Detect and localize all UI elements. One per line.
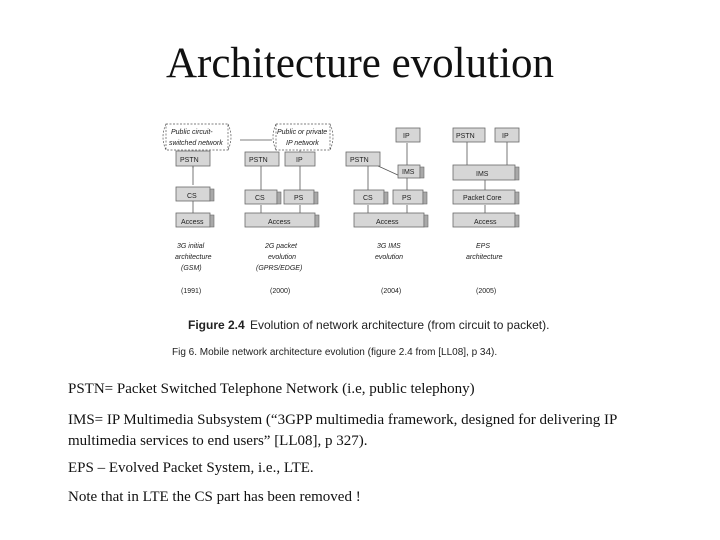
svg-text:IMS: IMS [402,169,415,176]
box-access-1 [176,213,214,227]
bubble-ip-network [273,124,333,150]
caption-1-line1: 3G initial [177,243,205,250]
box-pstn-1 [176,151,210,166]
svg-text:Access: Access [376,219,399,226]
caption-1-line2: architecture [175,254,212,261]
bubble-circuit-line2: switched network [169,140,223,147]
box-ps-3 [393,190,427,204]
year-4: (2005) [476,288,497,295]
svg-text:PS: PS [402,195,412,202]
svg-text:PSTN: PSTN [350,157,369,164]
figure-caption: Evolution of network architecture (from circuit to packet). [250,318,550,332]
svg-text:Packet Core: Packet Core [463,195,502,202]
column-gprs [245,152,319,295]
box-cs-3 [354,190,388,204]
bubble-ip-line1: Public or private [277,129,328,136]
box-ip-4 [495,128,519,142]
slide-title: Architecture evolution [165,40,555,87]
svg-text:IP: IP [403,133,410,140]
box-packet-core-4 [453,190,519,204]
year-3: (2004) [381,288,402,295]
box-cs-1 [176,187,214,201]
svg-text:PSTN: PSTN [180,157,199,164]
bubble-ip-line2: IP network [286,140,319,147]
caption-4-line1: EPS [476,243,491,250]
caption-3-line1: 3G IMS [377,243,401,250]
box-pstn-3 [346,152,380,166]
caption-2-line1: 2G packet [265,243,297,250]
svg-text:Access: Access [268,219,291,226]
source-caption: Fig 6. Mobile network architecture evolution (figure 2.4 from [LL08], p 34). [172,347,498,358]
column-gsm [175,151,214,295]
year-1: (1991) [181,288,202,295]
svg-text:IP: IP [296,157,303,164]
box-pstn-2 [245,152,279,166]
figure-number: Figure 2.4 [188,318,245,332]
svg-text:IP: IP [502,133,509,140]
box-access-4 [453,213,519,227]
caption-2-line3: (GPRS/EDGE) [256,265,303,272]
note-eps: EPS – Evolved Packet System, i.e., LTE. [68,460,314,476]
box-cs-2 [245,190,281,204]
svg-text:Access: Access [181,219,204,226]
column-ims [346,128,428,295]
column-eps [453,128,519,295]
box-access-3 [354,213,428,227]
caption-3-line2: evolution [375,254,404,261]
box-ps-2 [284,190,318,204]
box-pstn-4 [453,128,485,142]
link-pstn-ims-3 [378,166,400,176]
year-2: (2000) [270,288,291,295]
svg-text:PSTN: PSTN [249,157,268,164]
box-ims-4 [453,165,519,180]
caption-1-line3: (GSM) [181,265,202,272]
note-lte: Note that in LTE the CS part has been removed ! [68,489,361,505]
box-ip-3 [396,128,420,142]
caption-4-line2: architecture [466,254,503,261]
note-ims: IMS= IP Multimedia Subsystem (“3GPP multimedia framework, designed for delivering IP multimedia services to end users” [LL08], p 327). [68,412,617,449]
svg-text:CS: CS [363,195,373,202]
caption-2-line2: evolution [268,254,297,261]
svg-text:CS: CS [187,193,197,200]
note-pstn: PSTN= Packet Switched Telephone Network (i.e, public telephony) [68,381,475,397]
box-access-2 [245,213,319,227]
svg-text:CS: CS [255,195,265,202]
svg-text:PS: PS [294,195,304,202]
box-ims-3 [398,165,424,178]
svg-text:Access: Access [474,219,497,226]
svg-text:PSTN: PSTN [456,133,475,140]
bubble-circuit-switched [163,124,231,150]
bubble-circuit-line1: Public circuit- [171,129,213,136]
box-ip-2 [285,152,315,166]
svg-text:IMS: IMS [476,171,489,178]
